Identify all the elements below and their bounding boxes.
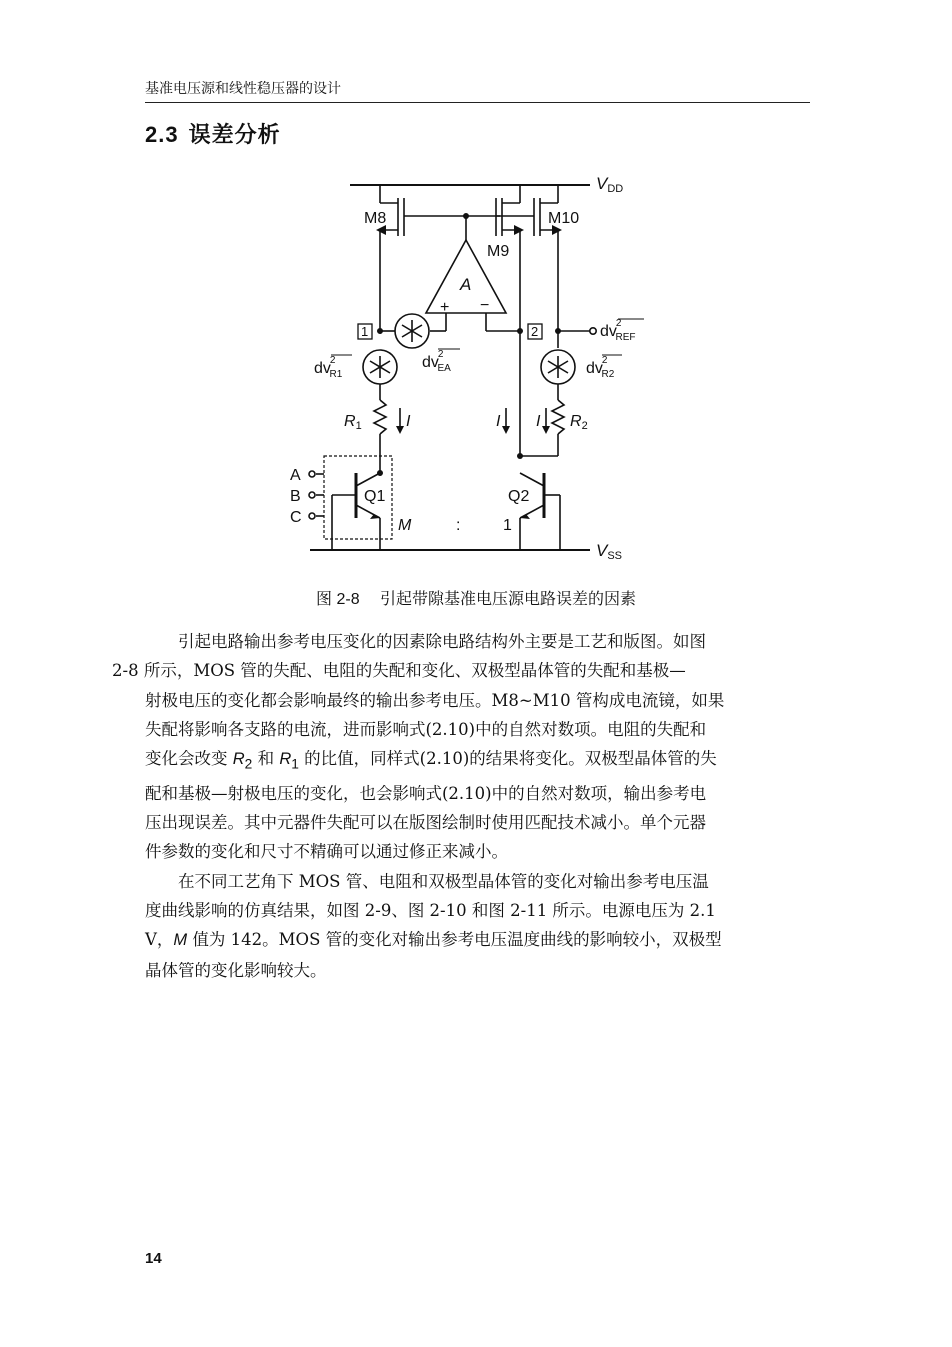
figure-caption-text: 引起带隙基准电压源电路误差的因素 bbox=[379, 589, 636, 608]
p1-line-6: 配和基极—射极电压的变化，也会影响式(2.10)中的自然对数项，输出参考电 bbox=[145, 783, 707, 803]
pin-c-label: C bbox=[290, 509, 302, 526]
svg-text:dv2REF: dv2 REF bbox=[600, 318, 636, 343]
r1-var: R bbox=[279, 750, 292, 769]
p1-line-8: 件参数的变化和尺寸不精确可以通过修正来减小。 bbox=[145, 842, 508, 862]
r1-sub: 1 bbox=[291, 756, 299, 772]
q1-label: Q1 bbox=[364, 488, 386, 505]
dv-r2-label bbox=[586, 355, 622, 380]
p1-line-2: 2-8 所示，MOS 管的失配、电阻的失配和变化、双极型晶体管的失配和基极— bbox=[112, 661, 686, 681]
current-label-1: I bbox=[406, 413, 411, 430]
current-label-3: I bbox=[536, 413, 541, 430]
amp-minus-label: − bbox=[480, 297, 490, 314]
circuit-figure bbox=[290, 168, 670, 572]
amp-label: A bbox=[460, 275, 472, 294]
p1-line-5-c: 的比值，同样式(2.10)的结果将变化。双极型晶体管的失 bbox=[298, 749, 717, 769]
ratio-one-label: 1 bbox=[503, 517, 512, 534]
p1-line-5 bbox=[112, 744, 717, 779]
r2-sub: 2 bbox=[244, 756, 253, 772]
paragraph-1 bbox=[112, 627, 797, 867]
section-number: 2.3 bbox=[145, 122, 179, 147]
p1-line-1: 引起电路输出参考电压变化的因素除电路结构外主要是工艺和版图。如图 bbox=[178, 632, 706, 651]
p2-line-4: 晶体管的变化影响较大。 bbox=[145, 960, 327, 980]
vdd-label: VDD bbox=[596, 174, 624, 195]
p2-line-2: 度曲线影响的仿真结果，如图 2-9、图 2-10 和图 2-11 所示。电源电压为 2.1 bbox=[145, 900, 716, 920]
q2-label: Q2 bbox=[508, 488, 530, 505]
r2-label: R2 bbox=[570, 413, 588, 432]
current-label-2: I bbox=[496, 413, 501, 430]
page-number: 14 bbox=[145, 1250, 162, 1267]
p1-line-5-b: 和 bbox=[252, 749, 280, 769]
svg-text:dv2R2: dv2 R2 bbox=[586, 355, 615, 380]
section-title: 误差分析 bbox=[188, 122, 281, 147]
m9-label: M9 bbox=[487, 243, 510, 260]
m10-label: M10 bbox=[548, 210, 580, 227]
r1-label: R1 bbox=[344, 413, 362, 432]
svg-text:dv2EA: dv2 EA bbox=[422, 349, 451, 374]
paragraph-2 bbox=[145, 867, 797, 985]
dv-ref-label bbox=[600, 318, 644, 343]
figure-number: 图 2-8 bbox=[316, 591, 360, 608]
bandgap-circuit-diagram bbox=[290, 168, 670, 568]
dv-ea-label bbox=[422, 349, 460, 374]
p2-line-3 bbox=[112, 925, 722, 955]
body-text bbox=[112, 627, 797, 985]
m8-label: M8 bbox=[364, 210, 387, 227]
node-2-label: 2 bbox=[531, 324, 539, 339]
p1-line-5-a: 变化会改变 bbox=[145, 749, 233, 769]
p1-line-7: 压出现误差。其中元器件失配可以在版图绘制时使用匹配技术减小。单个元器 bbox=[145, 813, 706, 833]
node-1-label: 1 bbox=[361, 324, 369, 339]
dv-r1-label bbox=[314, 355, 352, 380]
ratio-m-label: M bbox=[398, 517, 412, 534]
pin-a-label: A bbox=[290, 467, 301, 484]
vss-label: VSS bbox=[596, 541, 623, 562]
p2-line-1: 在不同工艺角下 MOS 管、电阻和双极型晶体管的变化对输出参考电压温 bbox=[178, 871, 709, 891]
p1-line-3: 射极电压的变化都会影响最终的输出参考电压。M8~M10 管构成电流镜，如果 bbox=[145, 690, 725, 710]
running-title: 基准电压源和线性稳压器的设计 bbox=[145, 81, 341, 97]
pin-b-label: B bbox=[290, 488, 301, 505]
section-heading bbox=[145, 118, 281, 149]
p2-line-3-b: 值为 142。MOS 管的变化对输出参考电压温度曲线的影响较小，双极型 bbox=[187, 930, 722, 950]
r2-var: R bbox=[232, 750, 245, 769]
m-var: M bbox=[173, 931, 188, 950]
amp-plus-label: + bbox=[440, 299, 450, 316]
p2-line-3-a: V， bbox=[145, 930, 174, 950]
running-header bbox=[145, 78, 810, 103]
p1-line-4: 失配将影响各支路的电流，进而影响式(2.10)中的自然对数项。电阻的失配和 bbox=[145, 719, 707, 739]
ratio-colon-label: : bbox=[456, 517, 461, 534]
figure-caption bbox=[0, 586, 952, 609]
svg-text:dv2R1: dv2 R1 bbox=[314, 355, 343, 380]
